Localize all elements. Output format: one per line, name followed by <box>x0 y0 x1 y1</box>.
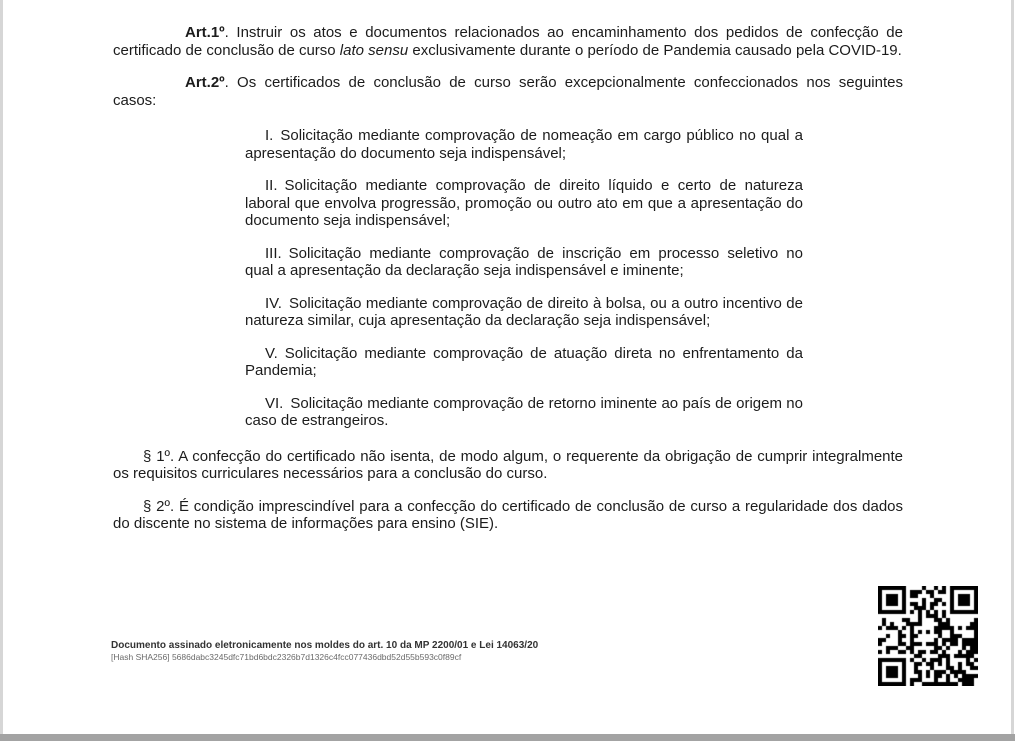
article-1-italic-term: lato sensu <box>339 41 409 59</box>
list-item-4 <box>245 295 803 330</box>
list-item-5-numeral: V. <box>265 344 278 362</box>
electronic-signature-statement: Documento assinado eletronicamente nos moldes do art. 10 da MP 2200/01 e Lei 14063/20 <box>111 640 539 651</box>
numbered-item-list <box>245 127 803 430</box>
list-item-5-text: Solicitação mediante comprovação de atuação direta no enfrentamento da Pandemia; <box>245 344 803 379</box>
paragraph-2-text: É condição imprescindível para a confecção do certificado de conclusão de curso a regularidade dos dados do discente no sistema de informações para ensino (SIE). <box>113 497 904 532</box>
sha256-hash-line: [Hash SHA256] 5686dabc3245dfc71bd6bdc2326b7d1326c4fcc077436dbd52d55b593c0f89cf <box>111 652 462 662</box>
article-1-text-continued: exclusivamente durante o período de Pandemia causado pela COVID-19. <box>408 41 902 59</box>
list-item-6-numeral: VI. <box>265 394 284 412</box>
list-item-6 <box>245 395 803 430</box>
paragraph-1 <box>113 448 903 483</box>
article-1-label: Art.1º <box>185 24 225 41</box>
paragraph-1-text: A confecção do certificado não isenta, de modo algum, o requerente da obrigação de cumprir integralmente os requisitos curriculares necessários para a conclusão do curso. <box>113 447 904 482</box>
list-item-1-text: Solicitação mediante comprovação de nomeação em cargo público no qual a apresentação do documento seja indispensável; <box>245 127 803 162</box>
page-bottom-edge <box>0 734 1015 741</box>
qr-code-pattern <box>878 586 978 686</box>
list-item-2-text: Solicitação mediante comprovação de direito líquido e certo de natureza laboral que envolva progressão, promoção ou outro ato em que a apresentação do documento seja indispensável; <box>245 177 803 229</box>
article-1 <box>113 24 903 59</box>
list-item-1 <box>245 127 803 162</box>
article-2-label: Art.2º <box>185 74 225 91</box>
list-item-1-numeral: I. <box>265 127 274 144</box>
signature-footer <box>111 640 731 663</box>
qr-code <box>878 586 978 686</box>
list-item-5 <box>245 345 803 380</box>
list-item-3-numeral: III. <box>265 244 282 262</box>
list-item-3 <box>245 245 803 280</box>
list-item-2-numeral: II. <box>265 177 278 194</box>
list-item-4-text: Solicitação mediante comprovação de direito à bolsa, ou a outro incentivo de natureza similar, cuja apresentação da declaração seja indispensável; <box>245 294 803 329</box>
paragraph-2 <box>113 498 903 533</box>
list-item-2 <box>245 177 803 230</box>
paragraph-2-label: § 2º. <box>143 497 175 515</box>
page-right-edge <box>1011 0 1014 741</box>
list-item-3-text: Solicitação mediante comprovação de inscrição em processo seletivo no qual a apresentação da declaração seja indispensável e iminente; <box>245 244 803 279</box>
list-item-4-numeral: IV. <box>265 294 282 312</box>
document-body <box>113 24 903 548</box>
article-2 <box>113 74 903 109</box>
article-1-text: . Instruir os atos e documentos relacionados ao encaminhamento dos pedidos de confecção de certificado de conclusão de curso <box>113 24 903 59</box>
paragraph-1-label: § 1º. <box>143 447 175 465</box>
page-left-edge <box>0 0 3 741</box>
article-2-text: . Os certificados de conclusão de curso serão excepcionalmente confeccionados nos seguintes casos: <box>113 74 903 109</box>
list-item-6-text: Solicitação mediante comprovação de retorno iminente ao país de origem no caso de estrangeiros. <box>245 394 803 429</box>
